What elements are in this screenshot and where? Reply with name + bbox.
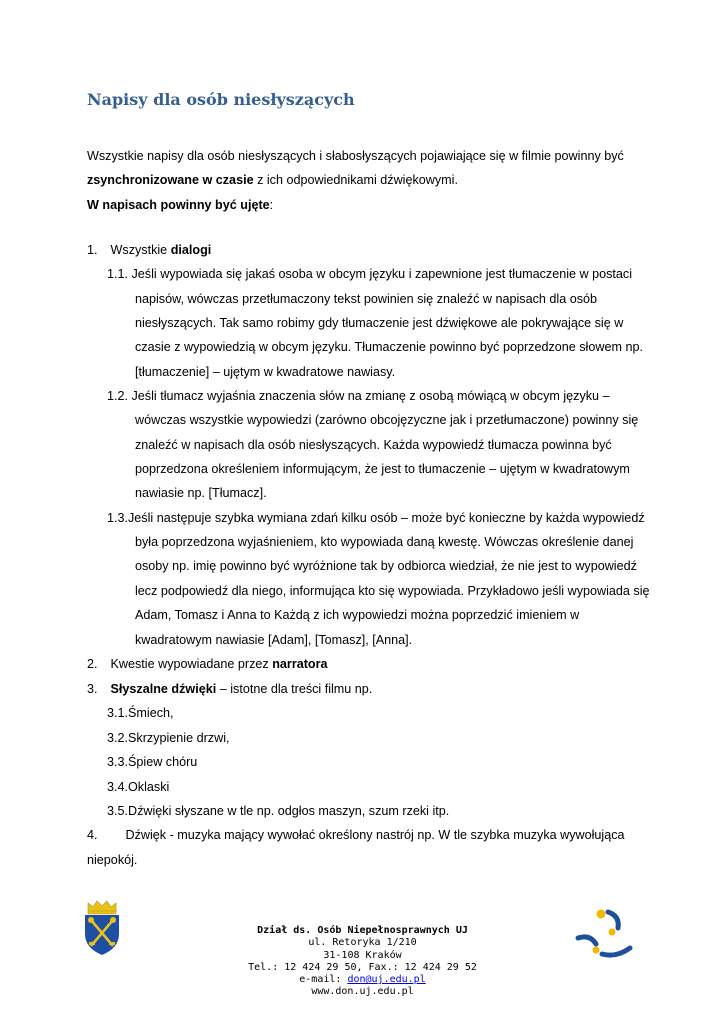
list-number: 3. [87, 682, 98, 696]
list-number: 2. [87, 657, 98, 671]
intro-line-2 [87, 168, 624, 192]
sub-item-3-3: 3.3.Śpiew chóru [107, 755, 198, 769]
sub-item-1-1-line-1: 1.1. Jeśli wypowiada się jakaś osoba w obcym języku i zapewnione jest tłumaczenie w postaci [107, 267, 632, 281]
list-number: 4. [87, 828, 98, 842]
sub-item-1-2-line-4: poprzedzona określeniem informującym, że jest to tłumaczenie – ujętym w kwadratowym [135, 462, 630, 476]
intro-line-3-rest: : [269, 197, 274, 212]
sub-item-1-2-line-5: nawiasie np. [Tłumacz]. [135, 486, 267, 500]
sub-item-1-1-line-4: czasie z wypowiedzią w obcym języku. Tłumaczenie powinno być poprzedzone słowem np. [135, 340, 643, 354]
page-title: Napisy dla osób niesłyszących [87, 90, 355, 109]
don-logo-icon [572, 908, 636, 960]
list-item-bold: dialogi [170, 243, 212, 257]
footer-email-link[interactable]: don@uj.edu.pl [347, 974, 426, 986]
footer-email-line [0, 974, 725, 986]
sub-item-1-3-line-2: była poprzedzona wyjaśnieniem, kto wypowiada daną kwestę. Wówczas określenie danej [135, 535, 634, 549]
list-item-4-continuation: niepokój. [87, 853, 138, 867]
list-item-2 [87, 652, 328, 676]
list-item-1 [87, 238, 211, 262]
intro-bold-captions: W napisach powinny być ujęte [87, 197, 270, 212]
footer-phone: Tel.: 12 424 29 50, Fax.: 12 424 29 52 [248, 961, 477, 973]
intro-line-3 [87, 193, 624, 217]
sub-item-1-2-line-1: 1.2. Jeśli tłumacz wyjaśnia znaczenia słów na zmianę z osobą mówiącą w obcym języku – [107, 389, 610, 403]
list-item-bold: Słyszalne dźwięki [110, 682, 217, 696]
sub-item-1-3-line-4: lecz podpowiedź dla niego, informująca kto się wypowiada. Przykładowo jeśli wypowiada się [135, 584, 650, 598]
sub-item-1-2-line-2: wówczas wszystkie wypowiedzi (zarówno obcojęzyczne jak i przetłumaczone) powinny się [135, 413, 639, 427]
list-number: 1. [87, 243, 98, 257]
sub-item-1-1-line-2: napisów, wówczas przetłumaczony tekst powinien się znaleźć w napisach dla osób [135, 292, 598, 306]
list-item-text: Dźwięk - muzyka mający wywołać określony nastrój np. W tle szybka muzyka wywołująca [125, 828, 625, 842]
intro-line-2-rest: z ich odpowiednikami dźwiękowymi. [253, 173, 458, 188]
footer-street: ul. Retoryka 1/210 [308, 937, 417, 949]
sub-item-3-1: 3.1.Śmiech, [107, 706, 174, 720]
intro [87, 144, 624, 217]
sub-item-1-1-line-3: niesłyszących. Tak samo robimy gdy tłumaczenie jest dźwiękowe ale pokrywające się w [135, 316, 624, 330]
list-item-text: Kwestie wypowiadane przez [110, 657, 273, 671]
intro-bold-sync: zsynchronizowane w czasie [87, 173, 254, 188]
list-item-text: Wszystkie [110, 243, 171, 257]
intro-line-1: Wszystkie napisy dla osób niesłyszących i słabosłyszących pojawiające się w filmie powinny być [87, 149, 624, 163]
footer-city: 31-108 Kraków [323, 949, 402, 961]
footer-org: Dział ds. Osób Niepełnosprawnych UJ [257, 925, 468, 936]
list-item-bold: narratora [272, 657, 328, 671]
sub-item-1-2-line-3: znaleźć w napisach dla osób niesłyszących. Każda wypowiedź tłumacza powinna być [135, 438, 612, 452]
footer-web: www.don.uj.edu.pl [311, 986, 414, 998]
sub-item-3-4: 3.4.Oklaski [107, 780, 170, 794]
sub-item-3-2: 3.2.Skrzypienie drzwi, [107, 731, 230, 745]
sub-item-1-3-line-6: kwadratowym nawiasie [Adam], [Tomasz], [Anna]. [135, 633, 413, 647]
sub-item-1-1-line-5: [tłumaczenie] – ujętym w kwadratowe nawiasy. [135, 365, 396, 379]
sub-item-1-3-line-3: osoby np. imię powinno być wyróżnione tak by odbiorca wiedział, że nie jest to wypowiedź [135, 559, 637, 573]
sub-item-1-3-line-1: 1.3.Jeśli następuje szybka wymiana zdań kilku osób – może być konieczne by każda wypowiedź [107, 511, 645, 525]
sub-item-1-3-line-5: Adam, Tomasz i Anna to Każdą z ich wypowiedzi można poprzedzić imieniem w [135, 608, 580, 622]
list-item-3 [87, 677, 372, 701]
list-item-4 [87, 823, 625, 847]
sub-item-3-5: 3.5.Dźwięki słyszane w tle np. odgłos maszyn, szum rzeki itp. [107, 804, 450, 818]
list-item-text: – istotne dla treści filmu np. [216, 682, 373, 696]
footer-email-label: e-mail: [299, 974, 348, 986]
